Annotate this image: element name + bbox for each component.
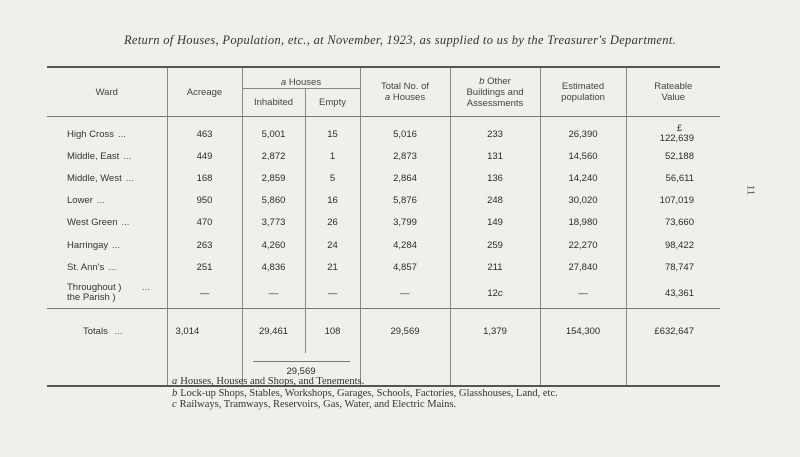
totals-population: 154,300: [540, 309, 626, 354]
totals-acreage: 3,014: [167, 309, 242, 354]
ward-dots: ...: [125, 172, 134, 184]
header-houses-group: [242, 67, 360, 89]
table-row: [47, 190, 720, 212]
ward-name: Harringay: [67, 239, 109, 251]
totals-inhabited: 29,461: [242, 309, 305, 354]
header-houses-label: Houses: [288, 77, 322, 88]
cell-population: 22,270: [540, 234, 626, 256]
footnote-mark-c: c: [497, 287, 503, 299]
cell-population: 18,980: [540, 212, 626, 234]
cell-rateable: 73,660: [626, 212, 720, 234]
ward-dots: ...: [112, 239, 121, 251]
table-row: [47, 234, 720, 256]
cell-empty: 16: [305, 190, 360, 212]
footnote-b: b Lock-up Shops, Stables, Workshops, Garages, Schools, Factories, Glasshouses, Land, etc.: [172, 387, 558, 399]
totals-rateable: £632,647: [626, 309, 720, 354]
table-body: [47, 116, 720, 278]
cell-other: 136: [450, 167, 540, 189]
cell-other: 259: [450, 234, 540, 256]
cell-acreage: 463: [167, 117, 242, 146]
footnote-mark-a: a: [384, 92, 391, 103]
totals-dots: ...: [114, 325, 123, 337]
cell-acreage: 449: [167, 145, 242, 167]
cell-other: 211: [450, 256, 540, 278]
ward-name-cell: [47, 234, 167, 256]
ward-dots: ...: [96, 195, 105, 207]
header-total-houses: [360, 67, 450, 116]
cell-population: 30,020: [540, 190, 626, 212]
footnote-c: c Railways, Tramways, Reservoirs, Gas, Water, and Electric Mains.: [172, 399, 457, 410]
header-other-line2: Buildings and: [466, 86, 524, 98]
table-row: [47, 117, 720, 146]
ward-name: Middle, West: [67, 172, 122, 184]
parish-dots: ...: [142, 282, 150, 294]
cell-acreage: 168: [167, 167, 242, 189]
ward-name-cell: [47, 145, 167, 167]
parish-inhabited: —: [242, 278, 305, 309]
cell-other: 149: [450, 212, 540, 234]
parish-other: [450, 278, 540, 309]
table-row: [47, 256, 720, 278]
cell-empty: 1: [305, 145, 360, 167]
totals-label-cell: [47, 309, 167, 354]
cell-empty: 24: [305, 234, 360, 256]
cell-acreage: 950: [167, 190, 242, 212]
ward-name: West Green: [67, 217, 118, 229]
parish-other-value: 12: [487, 287, 498, 299]
cell-rateable: [626, 117, 720, 146]
parish-ward-cell: Throughout ) ... the Parish ): [67, 282, 150, 304]
ward-name-cell: [47, 190, 167, 212]
cell-total: 2,864: [360, 167, 450, 189]
ward-name-cell: [47, 117, 167, 146]
cell-inhabited: 5,860: [242, 190, 305, 212]
cell-population: 14,240: [540, 167, 626, 189]
ward-dots: ...: [123, 150, 132, 162]
cell-acreage: 251: [167, 256, 242, 278]
cell-other: 131: [450, 145, 540, 167]
header-other-line3: Assessments: [466, 97, 524, 109]
cell-rateable: 78,747: [626, 256, 720, 278]
ward-dots: ...: [118, 128, 126, 140]
cell-inhabited: 2,859: [242, 167, 305, 189]
ward-name: High Cross: [67, 128, 114, 140]
parish-total: —: [360, 278, 450, 309]
cell-acreage: 470: [167, 212, 242, 234]
cell-rateable: 98,422: [626, 234, 720, 256]
page-title: Return of Houses, Population, etc., at November, 1923, as supplied to us by the Treasurer's Department.: [123, 33, 677, 47]
ward-name: Middle, East: [67, 150, 120, 162]
footnote-mark-b: b: [479, 75, 485, 87]
cell-rateable: 107,019: [626, 190, 720, 212]
header-population-line1: Estimated: [561, 81, 605, 92]
header-total-houses-line1: Total No. of: [380, 81, 430, 92]
totals-other: 1,379: [450, 309, 540, 354]
table-row-totals: [47, 309, 720, 354]
cell-empty: 15: [305, 117, 360, 146]
housing-return-table: [47, 66, 720, 387]
cell-total: 5,016: [360, 117, 450, 146]
cell-empty: 5: [305, 167, 360, 189]
ward-name-cell: [47, 167, 167, 189]
ward-name-cell: [47, 212, 167, 234]
header-rateable-line2: Value: [661, 92, 686, 103]
totals-empty: 108: [305, 309, 360, 354]
cell-total: 3,799: [360, 212, 450, 234]
cell-acreage: 263: [167, 234, 242, 256]
cell-total: 4,284: [360, 234, 450, 256]
parish-line2: the Parish: [67, 292, 110, 304]
cell-population: 14,560: [540, 145, 626, 167]
table-footer: [47, 278, 720, 386]
parish-rateable: 43,361: [626, 278, 720, 309]
header-population-line2: population: [561, 92, 605, 103]
ward-dots: ...: [121, 217, 130, 229]
footnotes: [172, 376, 558, 411]
table-row: [47, 212, 720, 234]
header-total-houses-line2: Houses: [392, 92, 426, 103]
cell-population: 27,840: [540, 256, 626, 278]
header-ward: Ward: [95, 86, 118, 98]
cell-inhabited: 4,260: [242, 234, 305, 256]
cell-inhabited: 4,836: [242, 256, 305, 278]
cell-other: 248: [450, 190, 540, 212]
cell-total: 4,857: [360, 256, 450, 278]
cell-population: 26,390: [540, 117, 626, 146]
header-other-line1: Other: [487, 75, 511, 87]
header-rateable-value: [626, 67, 720, 116]
parish-population: —: [540, 278, 626, 309]
parish-empty: —: [305, 278, 360, 309]
header-rateable-line1: Rateable: [654, 81, 693, 92]
parish-line1: Throughout: [67, 282, 116, 294]
header-acreage: Acreage: [167, 67, 242, 116]
table-row: [47, 167, 720, 189]
cell-inhabited: 3,773: [242, 212, 305, 234]
totals-label: Totals: [83, 325, 108, 337]
parish-acreage: —: [167, 278, 242, 309]
cell-total: 5,876: [360, 190, 450, 212]
header-empty: Empty: [305, 89, 360, 117]
cell-rateable: 52,188: [626, 145, 720, 167]
table-row: [47, 145, 720, 167]
cell-rateable-value: 122,639: [659, 133, 694, 145]
footnote-a: a Houses, Houses and Shops, and Tenements.: [172, 376, 365, 387]
header-inhabited: Inhabited: [242, 89, 305, 117]
ward-name-cell: [47, 256, 167, 278]
cell-inhabited: 2,872: [242, 145, 305, 167]
cell-empty: 26: [305, 212, 360, 234]
cell-inhabited: 5,001: [242, 117, 305, 146]
ward-dots: ...: [108, 261, 117, 273]
page-number: 11: [744, 184, 757, 196]
ward-name: St. Ann's: [67, 261, 105, 273]
header-population: [540, 67, 626, 116]
cell-total: 2,873: [360, 145, 450, 167]
cell-rateable: 56,611: [626, 167, 720, 189]
ward-name: Lower: [67, 195, 93, 207]
totals-total: 29,569: [360, 309, 450, 354]
pound-sign: £: [676, 123, 682, 134]
header-other-buildings: [450, 67, 540, 116]
cell-empty: 21: [305, 256, 360, 278]
table-row-parish: [47, 278, 720, 309]
combined-houses: 29,569: [253, 361, 350, 377]
footnote-mark-a: a: [280, 77, 287, 88]
cell-other: 233: [450, 117, 540, 146]
